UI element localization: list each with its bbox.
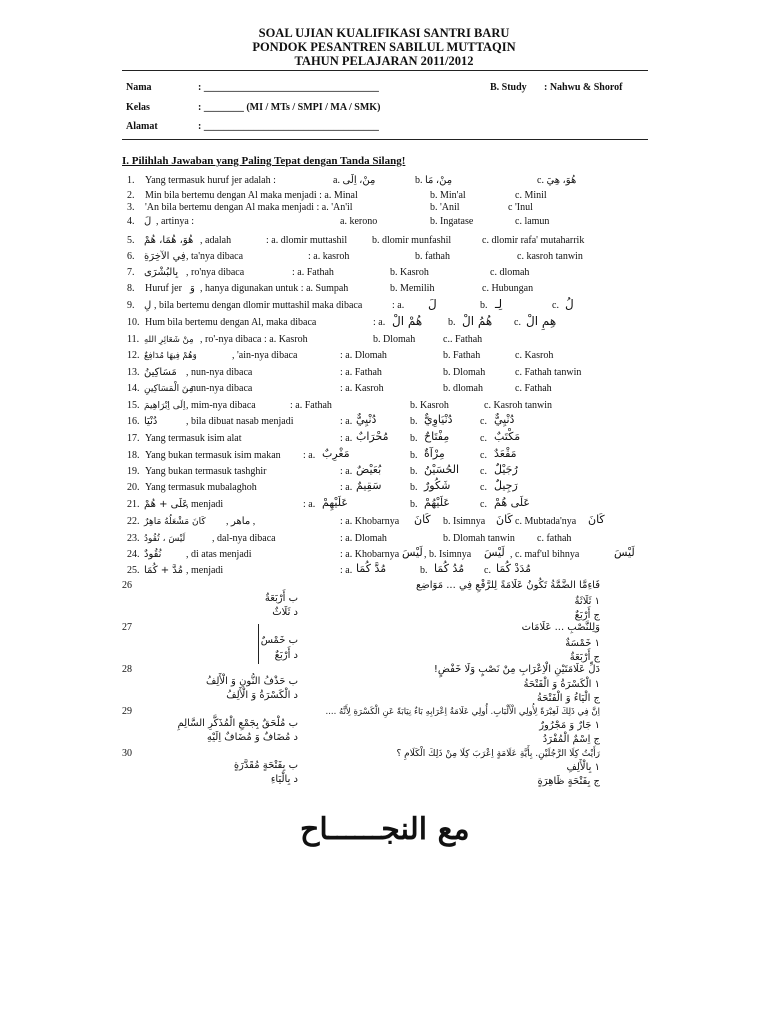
- q17-option-b-arabic: مِفْتَاحٌ: [424, 430, 450, 443]
- q22-option-c-arabic: كَانَ: [588, 513, 605, 526]
- q1-option-c[interactable]: c. هُوَ، هِيَ: [537, 175, 577, 186]
- q25-option-c-arabic: مُدَدْ كُمَا: [496, 562, 532, 575]
- q23-arabic: لَيْسَ ، تُقُودُ: [144, 534, 186, 544]
- q6-option-b[interactable]: b. fathah: [415, 251, 450, 262]
- q14-text: , nun-nya dibaca: [186, 383, 253, 394]
- q26-option-3[interactable]: ج أَرْبَعٌ: [574, 610, 600, 621]
- q7-option-a[interactable]: : a. Fathah: [292, 267, 334, 278]
- q8-option-b[interactable]: b. Memilih: [390, 283, 435, 294]
- q11-text: , ro'-nya dibaca : a. Kasroh: [200, 334, 308, 345]
- q24-option-a[interactable]: : a. Khobarnya: [340, 549, 400, 560]
- q18-option-a-arabic: مَغْرِبٌ: [322, 447, 350, 460]
- q25-option-b-arabic: مُدُ كُمَا: [434, 562, 465, 575]
- study-label: B. Study: [490, 82, 527, 93]
- q18-option-c-arabic: مَقْعَدٌ: [494, 447, 517, 460]
- q11-number: 11.: [127, 334, 140, 345]
- q12-number: 12.: [127, 350, 140, 361]
- q22-option-a[interactable]: : a. Khobarnya: [340, 516, 400, 527]
- q22-number: 22.: [127, 516, 140, 527]
- q5-option-a[interactable]: : a. dlomir muttashil: [266, 235, 348, 246]
- q21-option-b[interactable]: b.: [410, 499, 418, 510]
- q14-option-b[interactable]: b. dlomah: [443, 383, 483, 394]
- q25-option-b[interactable]: b.: [420, 565, 428, 576]
- q17-option-a-arabic: مُحْرَابٌ: [356, 430, 389, 443]
- q19-text: Yang bukan termasuk tashghir: [145, 466, 267, 477]
- q24-option-c-arabic: لَيْسَ: [614, 546, 635, 559]
- q29-option-3[interactable]: ج اِسْمٌ الْمُفْرَدُ: [542, 734, 600, 745]
- q29-option-4[interactable]: د مُضَافٌ وَ مُضَافٌ اِلَيْهِ: [206, 732, 298, 743]
- q18-number: 18.: [127, 450, 140, 461]
- q12-option-a[interactable]: : a. Dlomah: [340, 350, 387, 361]
- q16-option-b-arabic: دُنْيَاوِيٌّ: [424, 413, 453, 426]
- q17-option-c-arabic: مَكْتَبٌ: [494, 430, 521, 443]
- q6-number: 6.: [127, 251, 135, 262]
- q8-number: 8.: [127, 283, 135, 294]
- q7-option-b[interactable]: b. Kasroh: [390, 267, 429, 278]
- q21-number: 21.: [127, 499, 140, 510]
- q18-option-a[interactable]: : a.: [303, 450, 316, 461]
- alamat-field[interactable]: : ___________________________________: [198, 121, 379, 132]
- q21-option-c-arabic: عَلَى هُمْ: [494, 496, 530, 509]
- q29-stem: اِنَّ فِي ذَلِكَ لَعِبْرَةً لِأُولِي الْأَلْبَابِ. أُولِي عَلَامَةُ اِعْرَابِهِ بَاءٌ نِيَابَةً عَنِ الْكَسْرَةِ لِأَنَّهُ ....: [325, 707, 600, 717]
- q24-arabic: نُقُودٌ: [144, 549, 162, 560]
- q19-option-b[interactable]: b.: [410, 466, 418, 477]
- q16-option-b[interactable]: b.: [410, 416, 418, 427]
- q11-option-c[interactable]: c.. Fathah: [443, 334, 483, 345]
- q7-number: 7.: [127, 267, 135, 278]
- q20-text: Yang termasuk mubalaghoh: [145, 482, 257, 493]
- q4-arabic: لَ: [144, 216, 152, 227]
- title-line-2: PONDOK PESANTREN SABILUL MUTTAQIN: [252, 40, 516, 54]
- q12-option-c[interactable]: c. Kasroh: [515, 350, 554, 361]
- q17-number: 17.: [127, 433, 140, 444]
- q22-option-a-arabic: كَانَ: [414, 513, 431, 526]
- q24-option-b-arabic: لَيْسَ: [484, 546, 505, 559]
- q27-option-4[interactable]: د أَرْبَعٌ: [274, 650, 298, 661]
- q15-arabic: اِلَى اِبْرَاهِيمَ: [144, 401, 186, 411]
- q25-option-a[interactable]: : a.: [340, 565, 353, 576]
- q4-option-b[interactable]: b. Ingatase: [430, 216, 474, 227]
- q9-option-a[interactable]: : a.: [392, 300, 405, 311]
- q24-text: , di atas menjadi: [186, 549, 252, 560]
- q20-option-b-arabic: شَكُورٌ: [424, 479, 451, 492]
- q28-option-2[interactable]: ب حَذْفُ النُّونِ وَ الْأَلِفُ: [206, 676, 298, 687]
- q24-option-b[interactable]: , b. Isimnya: [424, 549, 472, 560]
- q7-option-c[interactable]: c. dlomah: [490, 267, 530, 278]
- q19-option-c-arabic: رُجَيْلٌ: [494, 463, 518, 476]
- nama-label: Nama: [126, 82, 152, 93]
- q22-arabic: كَانَ مَشْعَلُهُ مَاهِرٌ: [144, 517, 206, 527]
- q30-number: 30: [122, 748, 132, 759]
- q19-option-a[interactable]: : a.: [340, 466, 353, 477]
- q27-option-3[interactable]: ج أَرْبَعَةٌ: [569, 652, 600, 663]
- q7-arabic: بِالبُشْرَى: [144, 267, 179, 278]
- q17-text: Yang termasuk isim alat: [145, 433, 242, 444]
- q5-option-c[interactable]: c. dlomir rafa' mutaharrik: [482, 235, 585, 246]
- q16-option-a-arabic: دُنْيِيٌّ: [356, 413, 377, 426]
- q26-option-2[interactable]: ب أَرْبَعَةٌ: [264, 593, 298, 604]
- closing-greeting: مع النجــــــاح: [300, 812, 470, 847]
- q9-option-a-arabic: لَ: [428, 297, 437, 311]
- q11-option-b[interactable]: b. Dlomah: [373, 334, 416, 345]
- q1-number: 1.: [127, 175, 135, 186]
- q26-option-1[interactable]: ١ ثَلَاثَةٌ: [574, 596, 600, 607]
- q19-option-b-arabic: الحُسَيْنُ: [424, 463, 460, 476]
- q4-option-c[interactable]: c. lamun: [515, 216, 550, 227]
- q3-option-b[interactable]: b. 'Anil: [430, 202, 460, 213]
- q18-option-b[interactable]: b.: [410, 450, 418, 461]
- q3-option-c[interactable]: c 'Inul: [508, 202, 533, 213]
- q20-option-c[interactable]: c.: [480, 482, 487, 493]
- q20-option-c-arabic: رَجِيلٌ: [494, 479, 518, 492]
- q22-option-b-arabic: كَانَ: [496, 513, 513, 526]
- q20-option-a-arabic: سَقِيمٌ: [356, 479, 382, 492]
- kelas-field[interactable]: : ________ (MI / MTs / SMPI / MA / SMK): [198, 102, 381, 113]
- q15-option-a[interactable]: : a. Fathah: [290, 400, 332, 411]
- q16-option-c-arabic: دُنْيِيٌّ: [494, 413, 515, 426]
- q10-text: Hum bila bertemu dengan Al, maka dibaca: [145, 317, 317, 328]
- q4-number: 4.: [127, 216, 135, 227]
- q17-option-b[interactable]: b.: [410, 433, 418, 444]
- q26-stem: فَاءِمَّا الضَّمَّةُ تَكُونُ عَلَامَةً لِلرَّفْعِ فِي ... مَوَاضِع: [415, 580, 600, 591]
- q1-option-a[interactable]: a. مِنْ، اِلَى: [333, 175, 376, 186]
- q30-option-1[interactable]: ١ بِالْأَلِفِ: [566, 762, 600, 773]
- q30-option-3[interactable]: ج بِفَتْحَةٍ ظَاهِرَةٍ: [537, 776, 600, 787]
- q23-option-b[interactable]: b. Dlomah tanwin: [443, 533, 515, 544]
- q13-arabic: مَسَاكِينُ: [144, 367, 177, 378]
- q16-option-c[interactable]: c.: [480, 416, 487, 427]
- q12-option-b[interactable]: b. Fathah: [443, 350, 481, 361]
- title-line-3: TAHUN PELAJARAN 2011/2012: [294, 54, 474, 68]
- q18-option-c[interactable]: c.: [480, 450, 487, 461]
- q21-option-a-arabic: عَلَيْهِمْ: [322, 496, 348, 509]
- q26-number: 26: [122, 580, 132, 591]
- q23-number: 23.: [127, 533, 140, 544]
- q28-option-3[interactable]: ج الْيَاءُ وَ الْفَتْحَةُ: [536, 693, 600, 704]
- q20-option-b[interactable]: b.: [410, 482, 418, 493]
- q19-number: 19.: [127, 466, 140, 477]
- q27-number: 27: [122, 622, 132, 633]
- title-line-1: SOAL UJIAN KUALIFIKASI SANTRI BARU: [258, 26, 510, 40]
- q10-option-c-arabic: هِمِ الْ: [526, 314, 557, 328]
- header-rule: [122, 70, 648, 71]
- q6-arabic: فِي الآخِرَةِ: [144, 251, 186, 262]
- q21-option-b-arabic: عَلَيْهُمْ: [424, 496, 450, 509]
- q9-option-b[interactable]: b.: [480, 300, 488, 311]
- q13-option-c[interactable]: c. Fathah tanwin: [515, 367, 582, 378]
- q9-option-c[interactable]: c.: [552, 300, 559, 311]
- q22-option-c[interactable]: c. Mubtada'nya: [515, 516, 577, 527]
- q24-number: 24.: [127, 549, 140, 560]
- q2-number: 2.: [127, 190, 135, 201]
- q6-option-c[interactable]: c. kasroh tanwin: [517, 251, 583, 262]
- q9-arabic: لِ: [144, 300, 152, 311]
- q7-text: , ro'nya dibaca: [186, 267, 245, 278]
- q13-text: , nun-nya dibaca: [186, 367, 253, 378]
- q14-option-a[interactable]: : a. Kasroh: [340, 383, 384, 394]
- q29-number: 29: [122, 706, 132, 717]
- q10-option-c[interactable]: c.: [514, 317, 521, 328]
- q13-option-a[interactable]: : a. Fathah: [340, 367, 382, 378]
- q9-text: , bila bertemu dengan dlomir muttashil maka dibaca: [154, 300, 363, 311]
- q14-number: 14.: [127, 383, 140, 394]
- q25-number: 25.: [127, 565, 140, 576]
- q19-option-a-arabic: بُعَيْضٌ: [356, 463, 382, 476]
- alamat-label: Alamat: [126, 121, 158, 132]
- q24-option-c[interactable]: , c. maf'ul bihnya: [510, 549, 580, 560]
- q1-text: Yang termasuk huruf jer adalah :: [145, 175, 276, 186]
- q21-arabic: عَلَى + هُمْ: [144, 499, 189, 510]
- q2-option-c[interactable]: c. Minil: [515, 190, 547, 201]
- q24-option-a-arabic: لَيْسَ: [402, 546, 423, 559]
- q21-option-c[interactable]: c.: [480, 499, 487, 510]
- q27-option-1[interactable]: ١ خَمْسَةٌ: [565, 638, 600, 649]
- q9-option-b-arabic: لِـ: [495, 297, 503, 311]
- q14-option-c[interactable]: c. Fathah: [515, 383, 552, 394]
- q13-number: 13.: [127, 367, 140, 378]
- q18-option-b-arabic: مِرْآةٌ: [424, 447, 445, 460]
- q22-option-b[interactable]: b. Isimnya: [443, 516, 486, 527]
- q16-option-a[interactable]: : a.: [340, 416, 353, 427]
- q4-option-a[interactable]: a. kerono: [340, 216, 378, 227]
- q15-number: 15.: [127, 400, 140, 411]
- q2-text: Min bila bertemu dengan Al maka menjadi : a. Minal: [145, 190, 358, 201]
- q16-text: , bila dibuat nasab menjadi: [186, 416, 294, 427]
- q13-option-b[interactable]: b. Dlomah: [443, 367, 486, 378]
- q20-option-a[interactable]: : a.: [340, 482, 353, 493]
- q15-option-c[interactable]: c. Kasroh tanwin: [484, 400, 553, 411]
- q8-text: Huruf jer: [145, 283, 182, 294]
- q25-text: , menjadi: [186, 565, 224, 576]
- q21-option-a[interactable]: : a.: [303, 499, 316, 510]
- q30-option-4[interactable]: د بِالْيَاءِ: [270, 774, 298, 785]
- q23-option-a[interactable]: : a. Dlomah: [340, 533, 387, 544]
- q29-option-2[interactable]: ب مُلْحَقٌ بِجَمْعِ الْمُذَكَّرِ السَّالِمِ: [177, 718, 298, 729]
- q10-option-b[interactable]: b.: [448, 317, 456, 328]
- q28-stem: دَلِّ عَلَامَتَيْنِ الْاِعْرَابِ مِنْ نَصْبٍ وَلَا خَفْضٍ!: [433, 664, 600, 675]
- q9-option-c-arabic: لُ: [565, 297, 574, 311]
- kelas-label: Kelas: [126, 102, 150, 113]
- q18-text: Yang bukan termasuk isim makan: [145, 450, 281, 461]
- q22-text: , ماهر ,: [226, 516, 256, 527]
- q10-option-a-arabic: هُمْ الْ: [392, 314, 423, 328]
- q23-option-c[interactable]: c. fathah: [537, 533, 572, 544]
- q4-text: , artinya :: [156, 216, 195, 227]
- q30-stem: رَأَيْتُ كِلَا الرَّجُلَيْنِ. بِأَيَّةِ عَلَامَةٍ اِعْرَبَ كِلَا مِنْ ذَلِكَ الْكَلَامِ ؟: [396, 749, 600, 759]
- q21-text: , menjadi: [186, 499, 224, 510]
- q8-text-2: , hanya digunakan untuk : a. Sumpah: [200, 283, 349, 294]
- q20-number: 20.: [127, 482, 140, 493]
- section-instruction: I. Pilihlah Jawaban yang Paling Tepat dengan Tanda Silang!: [122, 155, 406, 167]
- q23-text: , dal-nya dibaca: [212, 533, 276, 544]
- q28-number: 28: [122, 664, 132, 675]
- q16-arabic: دُنْيَا: [144, 416, 158, 427]
- q6-option-a[interactable]: : a. kasroh: [308, 251, 350, 262]
- q17-option-a[interactable]: : a.: [340, 433, 353, 444]
- q25-option-a-arabic: مُدَّ كُمَا: [356, 562, 387, 575]
- q26-option-4[interactable]: د ثَلَاثٌ: [272, 607, 298, 618]
- q11-arabic: مِنْ شَعَائِرِ اللهِ: [144, 335, 194, 345]
- q8-arabic: وَ: [190, 283, 195, 294]
- q15-option-b[interactable]: b. Kasroh: [410, 400, 449, 411]
- q3-text: 'An bila bertemu dengan Al maka menjadi : a. 'An'il: [145, 202, 353, 213]
- q25-arabic: مُدَّ + كُمَا: [144, 565, 183, 576]
- q28-option-4[interactable]: د الْكَسْرَةُ وَ الْأَلِفُ: [226, 690, 298, 701]
- q5-number: 5.: [127, 235, 135, 246]
- q14-arabic: مِنَ الْمَسَاكِينِ: [144, 384, 194, 394]
- q10-number: 10.: [127, 317, 140, 328]
- q12-arabic: وَهُمْ فِيهَا مُدَافِعٌ: [144, 351, 197, 361]
- q27-option-2[interactable]: ب خَمْسٌ: [260, 635, 298, 646]
- q17-option-c[interactable]: c.: [480, 433, 487, 444]
- q30-option-2[interactable]: ب بِفَتْحَةٍ مُقَدَّرَةٍ: [233, 760, 298, 771]
- q27-stem: وَلِلنَّصْبِ ... عَلَامَات: [521, 622, 600, 633]
- q5-option-b[interactable]: b. dlomir munfashil: [372, 235, 452, 246]
- q3-number: 3.: [127, 202, 135, 213]
- q9-number: 9.: [127, 300, 135, 311]
- nama-field[interactable]: : ___________________________________: [198, 82, 379, 93]
- q15-text: , mim-nya dibaca: [186, 400, 256, 411]
- q5-arabic: هُوَ، هُمَا، هُمْ: [144, 235, 194, 246]
- q10-option-b-arabic: هُمُ الْ: [462, 314, 493, 328]
- q29-option-1[interactable]: ١ جَارٌ وَ مَجْرُورٌ: [539, 720, 600, 731]
- q16-number: 16.: [127, 416, 140, 427]
- q5-text: , adalah: [200, 235, 232, 246]
- q6-text: , ta'nya dibaca: [186, 251, 244, 262]
- q10-option-a[interactable]: : a.: [373, 317, 386, 328]
- study-value: : Nahwu & Shorof: [544, 82, 623, 93]
- q8-option-c[interactable]: c. Hubungan: [482, 283, 534, 294]
- q12-text: , 'ain-nya dibaca: [232, 350, 298, 361]
- q19-option-c[interactable]: c.: [480, 466, 487, 477]
- q25-option-c[interactable]: c.: [484, 565, 491, 576]
- q2-option-b[interactable]: b. Min'al: [430, 190, 466, 201]
- info-rule: [122, 139, 648, 140]
- q1-option-b[interactable]: b. مِنْ، مَا: [415, 175, 453, 186]
- q28-option-1[interactable]: ١ الْكَسْرَةُ وَ الْفَتْحَةُ: [523, 679, 600, 690]
